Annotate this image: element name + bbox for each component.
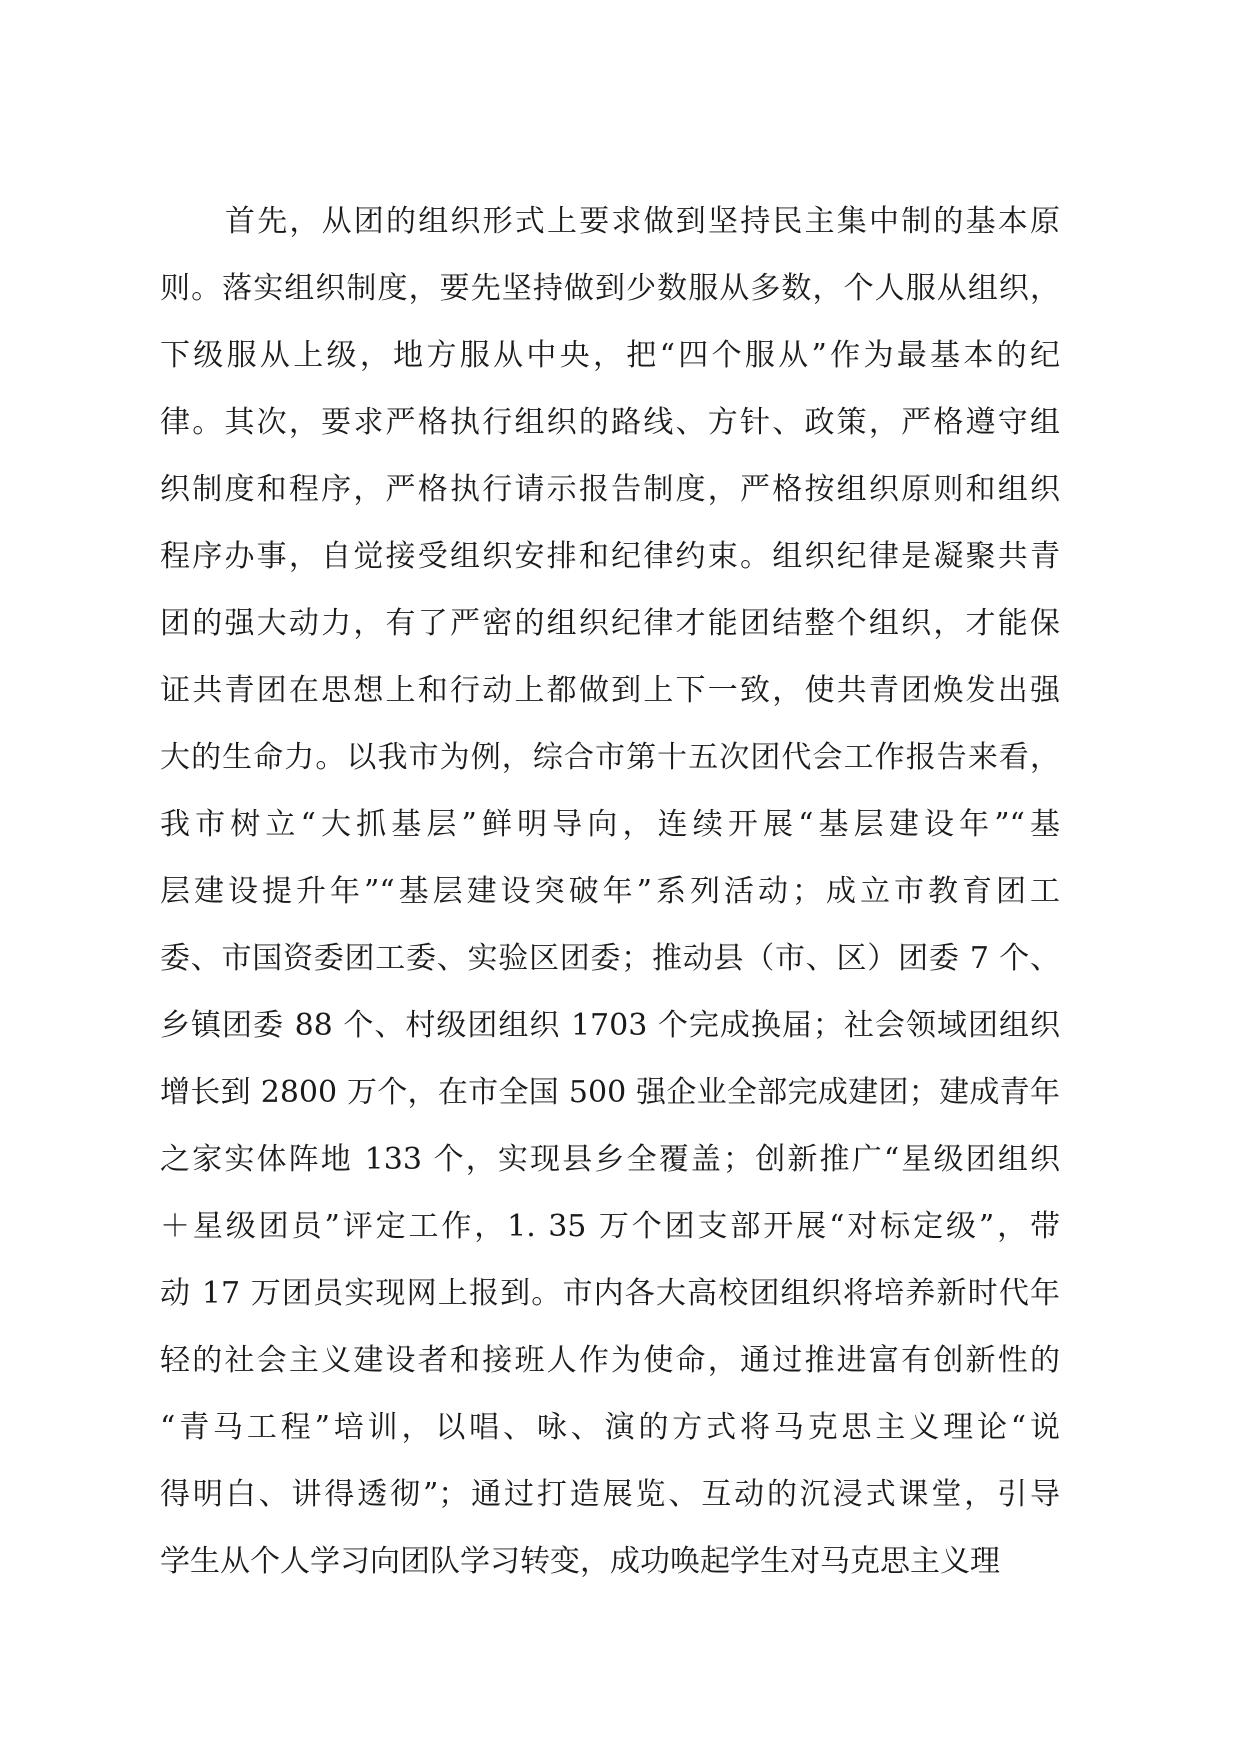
text-line-14: 增长到 2800 万个，在市全国 500 强企业全部完成建团；建成青年 [160,1075,1060,1110]
text-line-5: 织制度和程序，严格执行请示报告制度，严格按组织原则和组织 [160,472,1060,507]
text-line-18: 轻的社会主义建设者和接班人作为使命，通过推进富有创新性的 [160,1343,1060,1378]
text-line-16: ＋星级团员”评定工作，1. 35 万个团支部开展“对标定级”，带 [160,1209,1060,1244]
text-line-6: 程序办事，自觉接受组织安排和纪律约束。组织纪律是凝聚共青 [160,539,1060,574]
text-line-12: 委、市国资委团工委、实验区团委；推动县（市、区）团委 7 个、 [160,941,1060,976]
text-line-10: 我市树立“大抓基层”鲜明导向，连续开展“基层建设年”“基 [160,807,1060,842]
text-line-17: 动 17 万团员实现网上报到。市内各大高校团组织将培养新时代年 [160,1276,1060,1311]
text-line-21: 学生从个人学习向团队学习转变，成功唤起学生对马克思主义理 [160,1544,1000,1579]
text-line-20: 得明白、讲得透彻”；通过打造展览、互动的沉浸式课堂，引导 [160,1477,1060,1512]
text-line-11: 层建设提升年”“基层建设突破年”系列活动；成立市教育团工 [160,874,1060,909]
text-line-4: 律。其次，要求严格执行组织的路线、方针、政策，严格遵守组 [160,405,1060,440]
body-paragraph [160,188,1060,1595]
text-line-2: 则。落实组织制度，要先坚持做到少数服从多数，个人服从组织， [160,271,1060,306]
text-line-13: 乡镇团委 88 个、村级团组织 1703 个完成换届；社会领域团组织 [160,1008,1060,1043]
text-line-7: 团的强大动力，有了严密的组织纪律才能团结整个组织，才能保 [160,606,1060,641]
text-line-15: 之家实体阵地 133 个，实现县乡全覆盖；创新推广“星级团组织 [160,1142,1060,1177]
text-line-1: 首先，从团的组织形式上要求做到坚持民主集中制的基本原 [225,204,1060,239]
text-line-9: 大的生命力。以我市为例，综合市第十五次团代会工作报告来看， [160,740,1060,775]
text-line-19: “青马工程”培训，以唱、咏、演的方式将马克思主义理论“说 [160,1410,1060,1445]
text-line-8: 证共青团在思想上和行动上都做到上下一致，使共青团焕发出强 [160,673,1060,708]
text-line-3: 下级服从上级，地方服从中央，把“四个服从”作为最基本的纪 [160,338,1060,373]
